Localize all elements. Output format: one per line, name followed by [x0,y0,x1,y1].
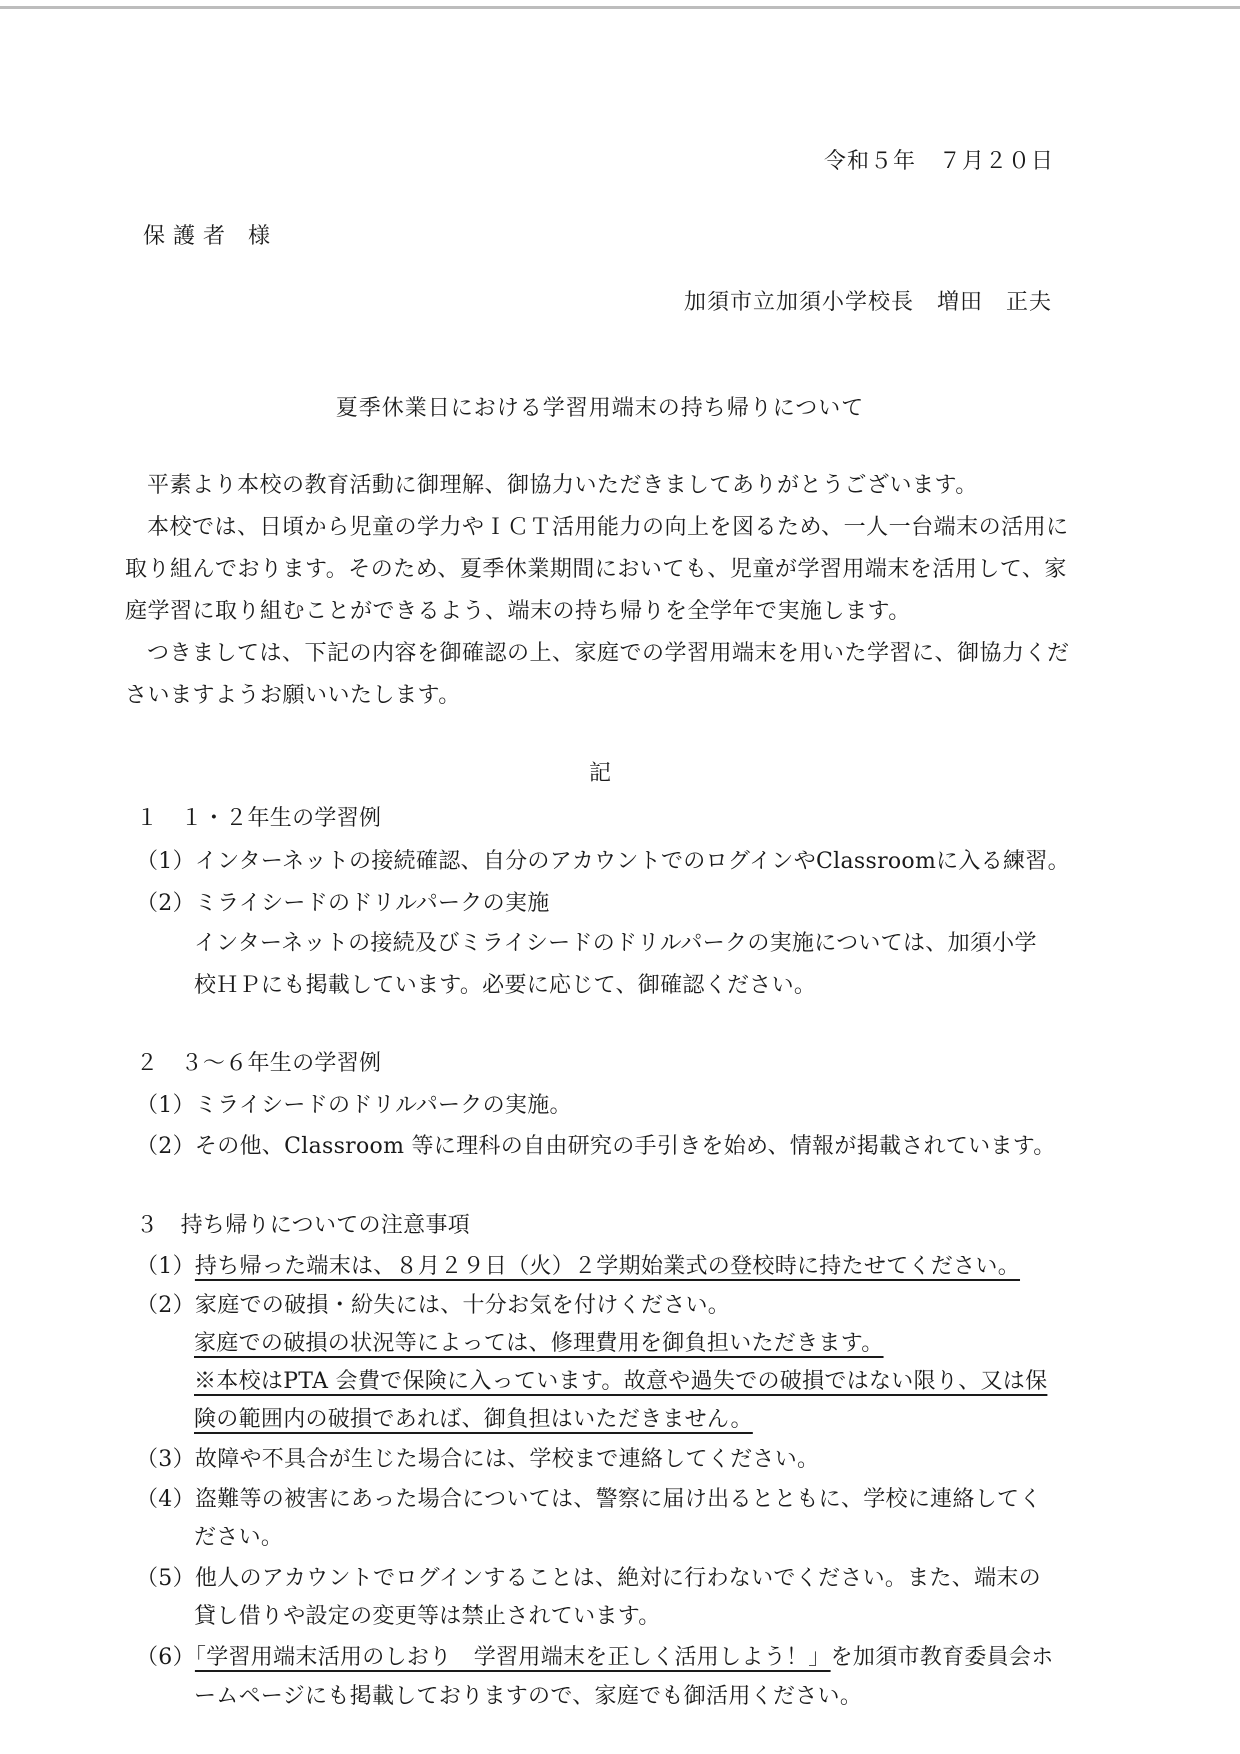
section3-item6-prefix: （6） [136,1645,195,1670]
section3-item2-cont2: ※本校はPTA 会費で保険に入っています。故意や過失での破損ではない限り、又は保 [194,1369,1048,1394]
intro-paragraph: 平素より本校の教育活動に御理解、御協力いただきましてありがとうございます。 [147,473,978,498]
section3-item4-cont: ださい。 [194,1525,284,1550]
section3-item6-cont: ームページにも掲載しておりますので、家庭でも御活用ください。 [194,1684,863,1709]
top-rule [0,6,1240,9]
section3-item2-cont1: 家庭での破損の状況等によっては、修理費用を御負担いただきます。 [194,1331,884,1356]
section2-item1: （1）ミライシードのドリルパークの実施。 [136,1093,572,1118]
section3-item3: （3）故障や不具合が生じた場合には、学校まで連絡してください。 [136,1447,820,1472]
sender: 加須市立加須小学校長 増田 正夫 [683,290,1052,315]
section3-item6 [136,1644,1054,1673]
section3-item5: （5）他人のアカウントでログインすることは、絶対に行わないでください。また、端末の [136,1566,1041,1591]
section1-item1: （1）インターネットの接続確認、自分のアカウントでのログインやClassroomに入る練習。 [136,849,1070,874]
intro-paragraphs [125,465,1085,717]
section3-item2-cont3: 険の範囲内の破損であれば、御負担はいただきません。 [194,1407,753,1432]
intro-paragraph: 本校では、日頃から児童の学力やＩＣＴ活用能力の向上を図るため、一人一台端末の活用に取り組んでおります。そのため、夏季休業期間においても、児童が学習用端末を活用して、家庭学習に取り組むことができるよう、端末の持ち帰りを全学年で実施します。 [125,515,1069,624]
section1-item2-cont1: インターネットの接続及びミライシードのドリルパークの実施については、加須小学 [194,931,1037,956]
section3-item4: （4）盗難等の被害にあった場合については、警察に届け出るとともに、学校に連絡してく [136,1487,1042,1512]
section3-item5-cont: 貸し借りや設定の変更等は禁止されています。 [194,1604,661,1629]
section1-item2-cont2: 校ＨＰにも掲載しています。必要に応じて、御確認ください。 [194,973,817,998]
section3-item1-prefix: （1） [136,1254,195,1279]
section3-item6-rest: を加須市教育委員会ホ [830,1645,1054,1670]
section2-heading: ２ ３～６年生の学習例 [136,1051,382,1076]
section2-item2: （2）その他、Classroom 等に理科の自由研究の手引きを始め、情報が掲載されています。 [136,1134,1056,1159]
intro-paragraph: つきましては、下記の内容を御確認の上、家庭での学習用端末を用いた学習に、御協力くださいますようお願いいたします。 [125,641,1070,708]
section1-item2: （2）ミライシードのドリルパークの実施 [136,891,550,916]
section1-heading: １ １・２年生の学習例 [136,806,382,831]
section3-item6-quote: 「学習用端末活用のしおり 学習用端末を正しく活用しよう！」 [194,1645,831,1670]
ki-heading: 記 [588,761,611,786]
section3-heading: ３ 持ち帰りについての注意事項 [136,1213,471,1238]
section3-item1-text: 持ち帰った端末は、８月２９日（火）２学期始業式の登校時に持たせてください。 [194,1254,1021,1279]
document-title: 夏季休業日における学習用端末の持ち帰りについて [335,396,865,421]
section3-item2: （2）家庭での破損・紛失には、十分お気を付けください。 [136,1293,731,1318]
addressee: 保護者 様 [143,224,278,249]
document-date: 令和５年 ７月２０日 [823,149,1054,174]
section3-item1 [136,1253,1020,1282]
